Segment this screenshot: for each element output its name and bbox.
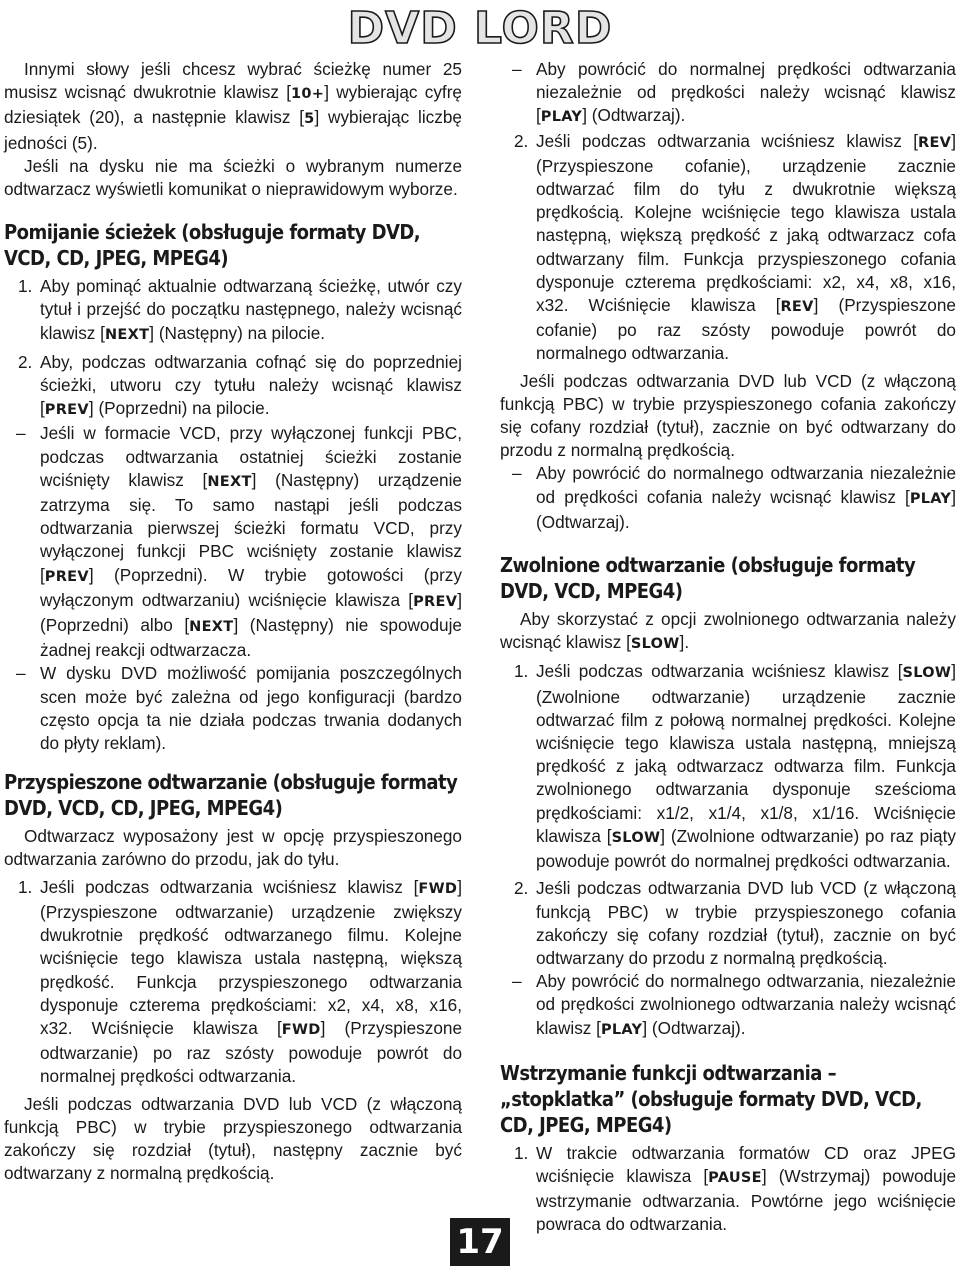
paragraph: Odtwarzacz wyposażony jest w opcję przyspieszonego odtwarzania zarówno do przodu, jak do tyłu.: [4, 826, 462, 870]
dash-item: – Jeśli w formacie VCD, przy wyłączonej funkcji PBC, podczas odtwarzania ostatniej ścieżki zostanie wciśnięty klawisz [NEXT] (Następny) urządzenie zatrzyma się. To samo nastąpi jeśli podczas odtwarzania pierwszej ścieżki formatu VCD, przy wyłączonej funkcji PBC wciśnięty zostanie klawisz [PREV] (Poprzedni). W trybie gotowości (przy wyłączonym odtwarzaniu) wciśnięcie klawisza [PREV] (Poprzedni) albo [NEXT] (Następny) nie spowoduje żadnej reakcji odtwarzacza.: [16, 423, 462, 661]
list-item: 2. Jeśli podczas odtwarzania wciśniesz klawisz [REV] (Przyspieszone cofanie), urządzenie zacznie odtwarzać film do tyłu z dwukrotnie większą prędkością. Kolejne wciśnięcie tego klawisza ustala następną, większą prędkość z jaką odtwarzacz cofa odtwarzany film. Funkcja przyspieszonego cofania dysponuje czterema prędkościami: x2, x4, x8, x16, x32. Wciśnięcie klawisza [REV] (Przyspieszone cofanie) po raz szósty powoduje powrót do normalnego odtwarzania.: [514, 130, 956, 364]
section-heading-slow: Zwolnione odtwarzanie (obsługuje formaty DVD, VCD, MPEG4): [500, 553, 916, 604]
key-name: SLOW: [611, 829, 661, 846]
paragraph: Jeśli podczas odtwarzania DVD lub VCD (z włączoną funkcją PBC) w trybie przyspieszonego odtwarzania zakończy się rozdział (tytuł), następny zacznie być odtwarzany z normalną prędkością.: [4, 1093, 462, 1184]
section-heading-skip: Pomijanie ścieżek (obsługuje formaty DVD, VCD, CD, JPEG, MPEG4): [4, 220, 421, 271]
key-name: NEXT: [207, 473, 252, 490]
paragraph: Innymi słowy jeśli chcesz wybrać ścieżkę numer 25 musisz wcisnąć dwukrotnie klawisz [10+] wybierając cyfrę dziesiątek (20), a następnie klawisz [5] wybierając liczbę jedności (5).: [4, 59, 462, 153]
key-name: PREV: [413, 593, 458, 610]
key-name: REV: [918, 134, 952, 151]
dash-item: – Aby powrócić do normalnej prędkości odtwarzania niezależnie od prędkości należy wcisnąć klawisz [PLAY] (Odtwarzaj).: [512, 59, 956, 126]
left-column: [4, 58, 462, 1185]
key-name: NEXT: [189, 619, 234, 636]
paragraph: Jeśli na dysku nie ma ścieżki o wybranym numerze odtwarzacz wyświetli komunikat o nieprawidowym wyborze.: [4, 155, 462, 200]
right-column: [500, 58, 956, 1237]
dash-item: – W dysku DVD możliwość pomijania poszczególnych scen może być zależna od jego konfiguracji (bardzo często opcja ta nie działa podczas trwania dodanych do płyty reklam).: [16, 663, 462, 754]
key-name: PLAY: [540, 109, 583, 126]
list-item: 2. Jeśli podczas odtwarzania DVD lub VCD (z włączoną funkcją PBC) w trybie przyspieszonego cofania zakończy się cofany rozdział (tytuł), zacznie on być odtwarzany do przodu z normalną prędkością.: [514, 878, 956, 968]
section-heading-pause: Wstrzymanie funkcji odtwarzania – „stopklatka” (obsługuje formaty DVD, VCD, CD, JPEG, MPEG4): [500, 1060, 922, 1137]
dash-item: – Aby powrócić do normalnego odtwarzania, niezależnie od prędkości zwolnionego odtwarzania należy wcisnąć klawisz [PLAY] (Odtwarzaj).: [512, 971, 956, 1038]
key-name: PLAY: [600, 1021, 643, 1038]
list-item: 1. Aby pominąć aktualnie odtwarzaną ścieżkę, utwór czy tytuł i przejść do początku następnego, należy wcisnąć klawisz [NEXT] (Następny) na pilocie.: [18, 276, 462, 343]
dash-item: – Aby powrócić do normalnego odtwarzania niezależnie od prędkości cofania należy wcisnąć klawisz [PLAY] (Odtwarzaj).: [512, 463, 956, 532]
list-item: 1. W trakcie odtwarzania formatów CD oraz JPEG wciśnięcie klawisza [PAUSE] (Wstrzymaj) powoduje wstrzymanie odtwarzania. Powtórne jego wciśnięcie powraca do odtwarzania.: [514, 1142, 956, 1235]
key-name: FWD: [418, 880, 458, 897]
key-name: PREV: [44, 402, 89, 419]
key-name: PAUSE: [708, 1169, 762, 1186]
page-number-box: 17: [450, 1218, 510, 1266]
key-name: PREV: [44, 568, 89, 585]
key-name: SLOW: [630, 636, 680, 653]
page-header-title: DVD LORD: [347, 3, 613, 54]
paragraph: Jeśli podczas odtwarzania DVD lub VCD (z włączoną funkcją PBC) w trybie przyspieszonego cofania zakończy się cofany rozdział (tytuł), zacznie on być odtwarzany do przodu z normalną prędkością.: [500, 370, 956, 461]
section-heading-fast: Przyspieszone odtwarzanie (obsługuje formaty DVD, VCD, CD, JPEG, MPEG4): [4, 770, 458, 821]
key-name: NEXT: [104, 326, 150, 343]
list-item: 1. Jeśli podczas odtwarzania wciśniesz klawisz [SLOW] (Zwolnione odtwarzanie) urządzenie zacznie odtwarzać film z połową normalnej prędkości. Kolejne wciśnięcie tego klawisza ustala następną, mniejszą prędkość z jaką odtwarzacz odtwarza film. Funkcja zwolnionego odtwarzania dysponuje sześcioma prędkościami: x1/2, x1/4, x1/8, x1/16. Wciśnięcie klawisza [SLOW] (Zwolnione odtwarzanie) po raz piąty powoduje powrót do normalnej prędkości odtwarzania.: [514, 661, 956, 872]
list-item: 1. Jeśli podczas odtwarzania wciśniesz klawisz [FWD] (Przyspieszone odtwarzanie) urządzenie zwiększy dwukrotnie prędkość odtwarzanego filmu. Kolejne wciśnięcie tego klawisza ustala następną, większą prędkość. Funkcja przyspieszonego odtwarzania dysponuje czterema prędkościami: x2, x4, x8, x16, x32. Wciśnięcie klawisza [FWD] (Przyspieszone odtwarzanie) po raz szósty powoduje powrót do normalnej prędkości odtwarzania.: [18, 876, 462, 1087]
list-item: 2. Aby, podczas odtwarzania cofnąć się do poprzedniej ścieżki, utworu czy tytułu należy wcisnąć klawisz [PREV] (Poprzedni) na pilocie.: [18, 351, 462, 419]
key-name: PLAY: [909, 490, 952, 507]
paragraph: Aby skorzystać z opcji zwolnionego odtwarzania należy wcisnąć klawisz [SLOW].: [500, 609, 956, 653]
key-name: 5: [304, 111, 315, 128]
key-name: FWD: [281, 1021, 321, 1038]
key-name: 10+: [290, 86, 325, 103]
key-name: SLOW: [902, 665, 952, 682]
key-name: REV: [780, 299, 814, 316]
